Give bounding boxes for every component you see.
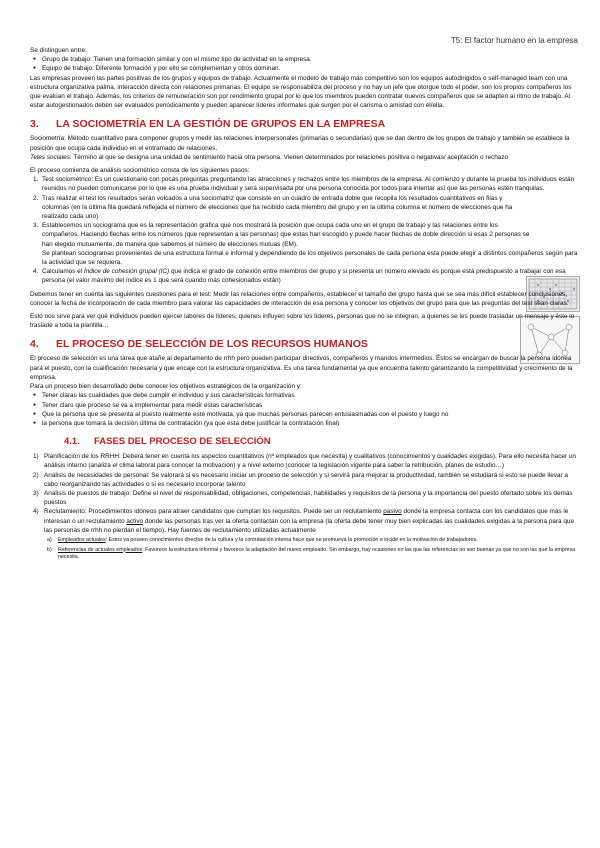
- selection-bullet: ● Que la persona que se presenta al puesto realmente esté motivada, ya que muchas personas parecen entusiasmadas con el puesto y luego no: [30, 410, 578, 419]
- intro-bullet: ● Grupo de trabajo: Tienen una formación similar y con el mismo tipo de actividad en la empresa.: [30, 55, 578, 64]
- recruitment-source-item: a) Empleados actuales: Estos ya poseen conocimientos directos de la cultura y la contratación interna hace que se promueva la promoción e incide en la motivación de trabajadores.: [47, 536, 478, 543]
- step-item: 3. Establecemos un sociograma que es la representación gráfica que nos mostrará la posición que ocupa cada uno en el grupo de trabajo y las relaciones entre los compañeros. Haciendo flechas entre los números (que representan a las personas) que estas han escogido y puede hacer flechas de doble dirección si esas 2 personas se han elegido mutuamente, de manera que sabemos el número de elecciones mutuas (EM).: [33, 222, 530, 248]
- running-header: T5: El factor humano en la empresa: [450, 36, 578, 45]
- test-purpose-paragraph: Esto nos sirve para ver qué individuos pueden ejercer labores de líderes, quienes influyen sobre los líderes, personas que no se integran, a quienes se les puede trasladar un mensaje y éste lo traslade a toda la plantilla…: [30, 313, 575, 330]
- step-item: 1. Test sociométrico: Es un cuestionario con pocas preguntas preguntando las atracciones y rechazos entre los miembros de la empresa. Al comienzo y durante la prueba los individuos están reunidos no pueden comunicarse por lo que es una prueba individual y será supervisada por una persona conocida por todos para intentar así que las personas estén tranquilas.: [33, 176, 575, 193]
- selection-lead: Para un proceso bien desarrollado debe conocer los objetivos estratégicos de la organización y:: [30, 383, 302, 391]
- section-heading: 4. EL PROCESO DE SELECCIÓN DE LOS RECURSOS HUMANOS: [30, 338, 368, 351]
- step-item-extra: Se plantean sociogramas provenientes de una estructura formal e informal y dependiendo de los objetivos personales de cada persona esta puede elegir a distintos compañeros según para la actividad que se requiera.: [42, 249, 578, 267]
- selection-paragraph: El proceso de selección es una tarea que atañe al departamento de rrhh pero pueden participar directivos, compañeros y mandos intermedios. Éstos se encargan de buscar la persona idónea para el puesto, con la cualificación necesaria y que encaje con la estructura organizativa. Es una tarea fundamental ya que encuentra talento garantizando la competitividad y crecimiento de la empresa.: [30, 355, 573, 381]
- intro-bullet: ● Equipo de trabajo: Diferente formación y por ello se complementan y otros dominan.: [30, 64, 578, 73]
- step-item: 4. Calculamos el Índice de cohesión grupal (IC) que indica el grado de conexión entre miembros del grupo y si presenta un número elevado es porque está predispuesto a trabajar con esa persona (el valor máximo del índice es 1 que será cuando más cohesionados están): [33, 268, 566, 285]
- intro-paragraph: Las empresas proveen las partes positivas de los grupos y equipos de trabajo. Actualmente el modelo de trabajo más competitivo son los equipos autodirigidos o self-managed team con una estructura organizativa palma, interacción directa con relaciones primarias. El equipo se responsabiliza del proceso y no hay un jefe que otorgue todo el poder, son los propios compañeros los que evalúan el trabajo. Además, los criterios de remuneración son por rendimiento grupal por lo que los miembros pueden contratar nuevos compañeros que se adapten al ritmo de trabajo. Al estar autogestionados deben ser evaluados periódicamente y pueden aparecer líderes informales que surgen por el carisma o amistad con él/ella.: [30, 74, 572, 110]
- recruitment-source-item: b) Referencias de actuales empleados: Favorece la estructura informal y favorece la adaptación del nuevo empleado. Sin embargo, hay ocasiones en las que las referencias no son buenas ya que no son las que la empresa necesita.: [47, 546, 576, 561]
- phase-item: 3) Análisis de puestos de trabajo: Define el nivel de responsabilidad, obligaciones, competencias, habilidades y requisitos de la persona y la importancia del puesto ofertado sobre los demás puestos: [33, 489, 573, 507]
- selection-bullet: ● Tener claras las cualidades que debe cumplir el individuo y sus características formativas: [30, 391, 578, 400]
- selection-bullet: ● la persona que tomará la decisión última de contratación (ya que esta debe justificar la contratación final): [30, 419, 578, 428]
- step-item: 2. Tras realizar el test los resultados serán volcados a una sociomatriz que consiste en un cuadro de entrada doble que recopila los resultados cuantitativos en filas y columnas (en la última fila quedará reflejada el número de elecciones que ha recibido cada miembro del grupo y en la última columna el número de elecciones que ha realizado cada uno): [33, 194, 513, 221]
- definition-teles: Teles sociales: Término al que se designa una unidad de sentimiento hacia otra persona. Vienen determinados por relaciones positiva o negativas/ aceptación o rechazo: [30, 153, 509, 161]
- steps-lead: El proceso comienza de análisis sociométrico consta de los siguientes pasos:: [30, 167, 250, 175]
- subsection-heading: 4.1. FASES DEL PROCESO DE SELECCIÓN: [64, 436, 271, 448]
- selection-bullet: ● Tener claro que proceso se va a implementar para medir estas características: [30, 401, 578, 410]
- phase-item: 1) Planificación de los RRHH: Deberá tener en cuenta los aspectos cuantitativos (nº empleados que necesita) y cualitativos (conocimientos y cualidades exigidas). Para ello necesita hacer un análisis interno (analiza el clima laboral para conocer la motivación) y a nivel externo (conocer la legislación vigente para saber la retribución, planes de estudio…): [33, 453, 576, 470]
- intro-lead: Se distinguen entre:: [30, 47, 87, 54]
- definition-sociometria: Sociometría: Método cuantitativo para componer grupos y medir las relaciones interpersonales (primarias o secundarias) que se dan dentro de los grupos de trabajo y también se establece la posición que ocupa cada individuo en el entramado de relaciones.: [30, 135, 570, 152]
- phase-item: 4) Reclutamiento: Procedimientos idóneos para atraer candidatos que cumplan los requisitos. Puede ser un reclutamiento pasivo donde la empresa contacta con los candidatos que más le interesan o un reclutamiento activo donde las personas tras ver la oferta contactan con la empresa (la oferta debe tener muy bien explicadas las cualidades exigidas a la persona para que las personas de rrhh no pierdan el tiempo). Hay fuentes de reclutamiento utilizadas actualmente: [33, 508, 575, 534]
- section-heading: 3. LA SOCIOMETRÍA EN LA GESTIÓN DE GRUPOS EN LA EMPRESA: [30, 118, 386, 131]
- test-considerations-paragraph: Debemos tener en cuenta las siguientes cuestiones para el test: Medir las relaciones entre compañeros, establecer el tamaño del grupo hasta que se sea más difícil establecer conclusiones, conocer la fecha de incorporación de cada miembro para valorar las capacidades de interacción de esa persona y conocer los objetivos del grupo para que las preguntas del test sean claras.: [30, 290, 569, 307]
- document-body: [30, 46, 578, 562]
- phase-item: 2) Análisis de necesidades de personal: Se valorará si es necesario iniciar un proceso de selección y si servirá para mejorar la productividad, también se estudiará si esto se puede llevar a cabo reorganizando las actividades o si es necesario incorporar talento: [33, 471, 568, 488]
